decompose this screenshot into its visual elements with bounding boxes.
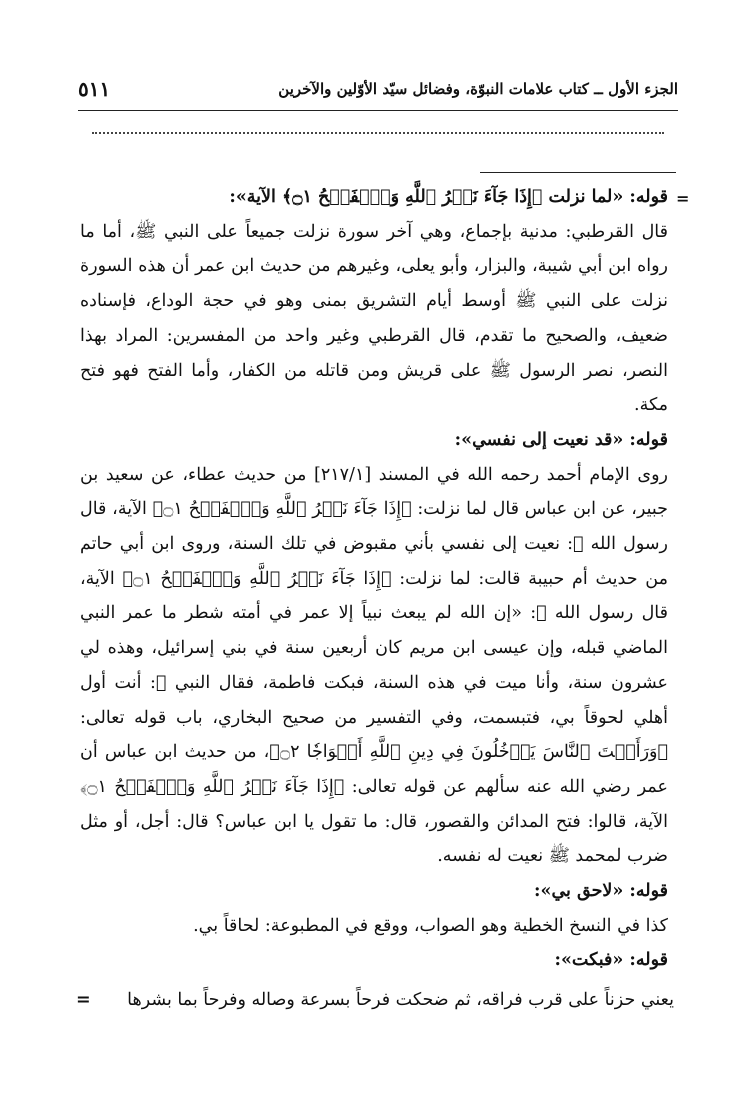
commentary-paragraph: كذا في النسخ الخطية وهو الصواب، ووقع في المطبوعة: لحاقاً بي.	[193, 915, 668, 936]
footnote-rule	[480, 172, 676, 173]
commentary-heading: قوله: «لاحق بي»:	[534, 881, 668, 902]
header-title: الجزء الأول ــ كتاب علامات النبوّة، وفضائل سيّد الأوّلين والآخرين	[278, 80, 678, 98]
dotted-separator	[92, 132, 664, 148]
margin-continuation-mark: =	[676, 189, 690, 208]
running-header	[78, 72, 678, 106]
final-line	[76, 985, 674, 1015]
header-rule	[78, 110, 678, 111]
commentary-heading: قوله: «فبكت»:	[554, 950, 668, 971]
commentary-paragraph: قال القرطبي: مدنية بإجماع، وهي آخر سورة نزلت جميعاً على النبي ﷺ، أما ما رواه ابن أبي شيبة، والبزار، وأبو يعلى، وغيرهم من حديث ابن عمر أن هذه السورة نزلت على النبي ﷺ أوسط أيام التشريق بمنى وهو في حجة الوداع، فإسناده ضعيف، والصحيح ما تقدم، قال القرطبي وغير واحد من المفسرين: المراد بهذا النصر، نصر الرسول ﷺ على قريش ومن قاتله من الكفار، وأما الفتح فهو فتح مكة.	[80, 221, 668, 416]
commentary-heading: قوله: «قد نعيت إلى نفسي»:	[454, 429, 668, 450]
commentary-text	[80, 180, 668, 978]
continuation-mark: =	[76, 990, 91, 1010]
final-line-text: يعني حزناً على قرب فراقه، ثم ضحكت فرحاً بسرعة وصاله وفرحاً بما بشرها	[127, 990, 674, 1010]
page-number: ٥١١	[78, 77, 111, 101]
commentary-heading: قوله: «لما نزلت ﴿إِذَا جَآءَ نَصۡرُ ٱللَّهِ وَٱلۡفَتۡحُ ۝١﴾ الآية»:	[229, 187, 668, 207]
commentary-paragraph: روى الإمام أحمد رحمه الله في المسند [٢١٧/١] من حديث عطاء، عن سعيد بن جبير، عن ابن عباس قال لما نزلت: ﴿إِذَا جَآءَ نَصۡرُ ٱللَّهِ وَٱلۡفَتۡحُ ۝١﴾ الآية، قال رسول الله ﷺ: نعيت إلى نفسي بأني مقبوض في تلك السنة، وروى ابن أبي حاتم من حديث أم حبيبة قالت: لما نزلت: ﴿إِذَا جَآءَ نَصۡرُ ٱللَّهِ وَٱلۡفَتۡحُ ۝١﴾ الآية، قال رسول الله ﷺ: «إن الله لم يبعث نبياً إلا عمر في أمته شطر ما عمر النبي الماضي قبله، وإن عيسى ابن مريم كان أربعين سنة في بني إسرائيل، وهذه لي عشرون سنة، وأنا ميت في هذه السنة، فبكت فاطمة، فقال النبي ﷺ: أنت أول أهلي لحوقاً بي، فتبسمت، وفي التفسير من صحيح البخاري، باب قوله تعالى: ﴿وَرَأَيۡتَ ٱلنَّاسَ يَدۡخُلُونَ فِي دِينِ ٱللَّهِ أَفۡوَاجٗا ۝٢﴾، من حديث ابن عباس أن عمر رضي الله عنه سألهم عن قوله تعالى: ﴿إِذَا جَآءَ نَصۡرُ ٱللَّهِ وَٱلۡفَتۡحُ ۝١﴾ الآية، قالوا: فتح المدائن والقصور، قال: ما تقول يا ابن عباس؟ قال: أجل، أو مثل ضرب لمحمد ﷺ نعيت له نفسه.	[80, 464, 668, 867]
